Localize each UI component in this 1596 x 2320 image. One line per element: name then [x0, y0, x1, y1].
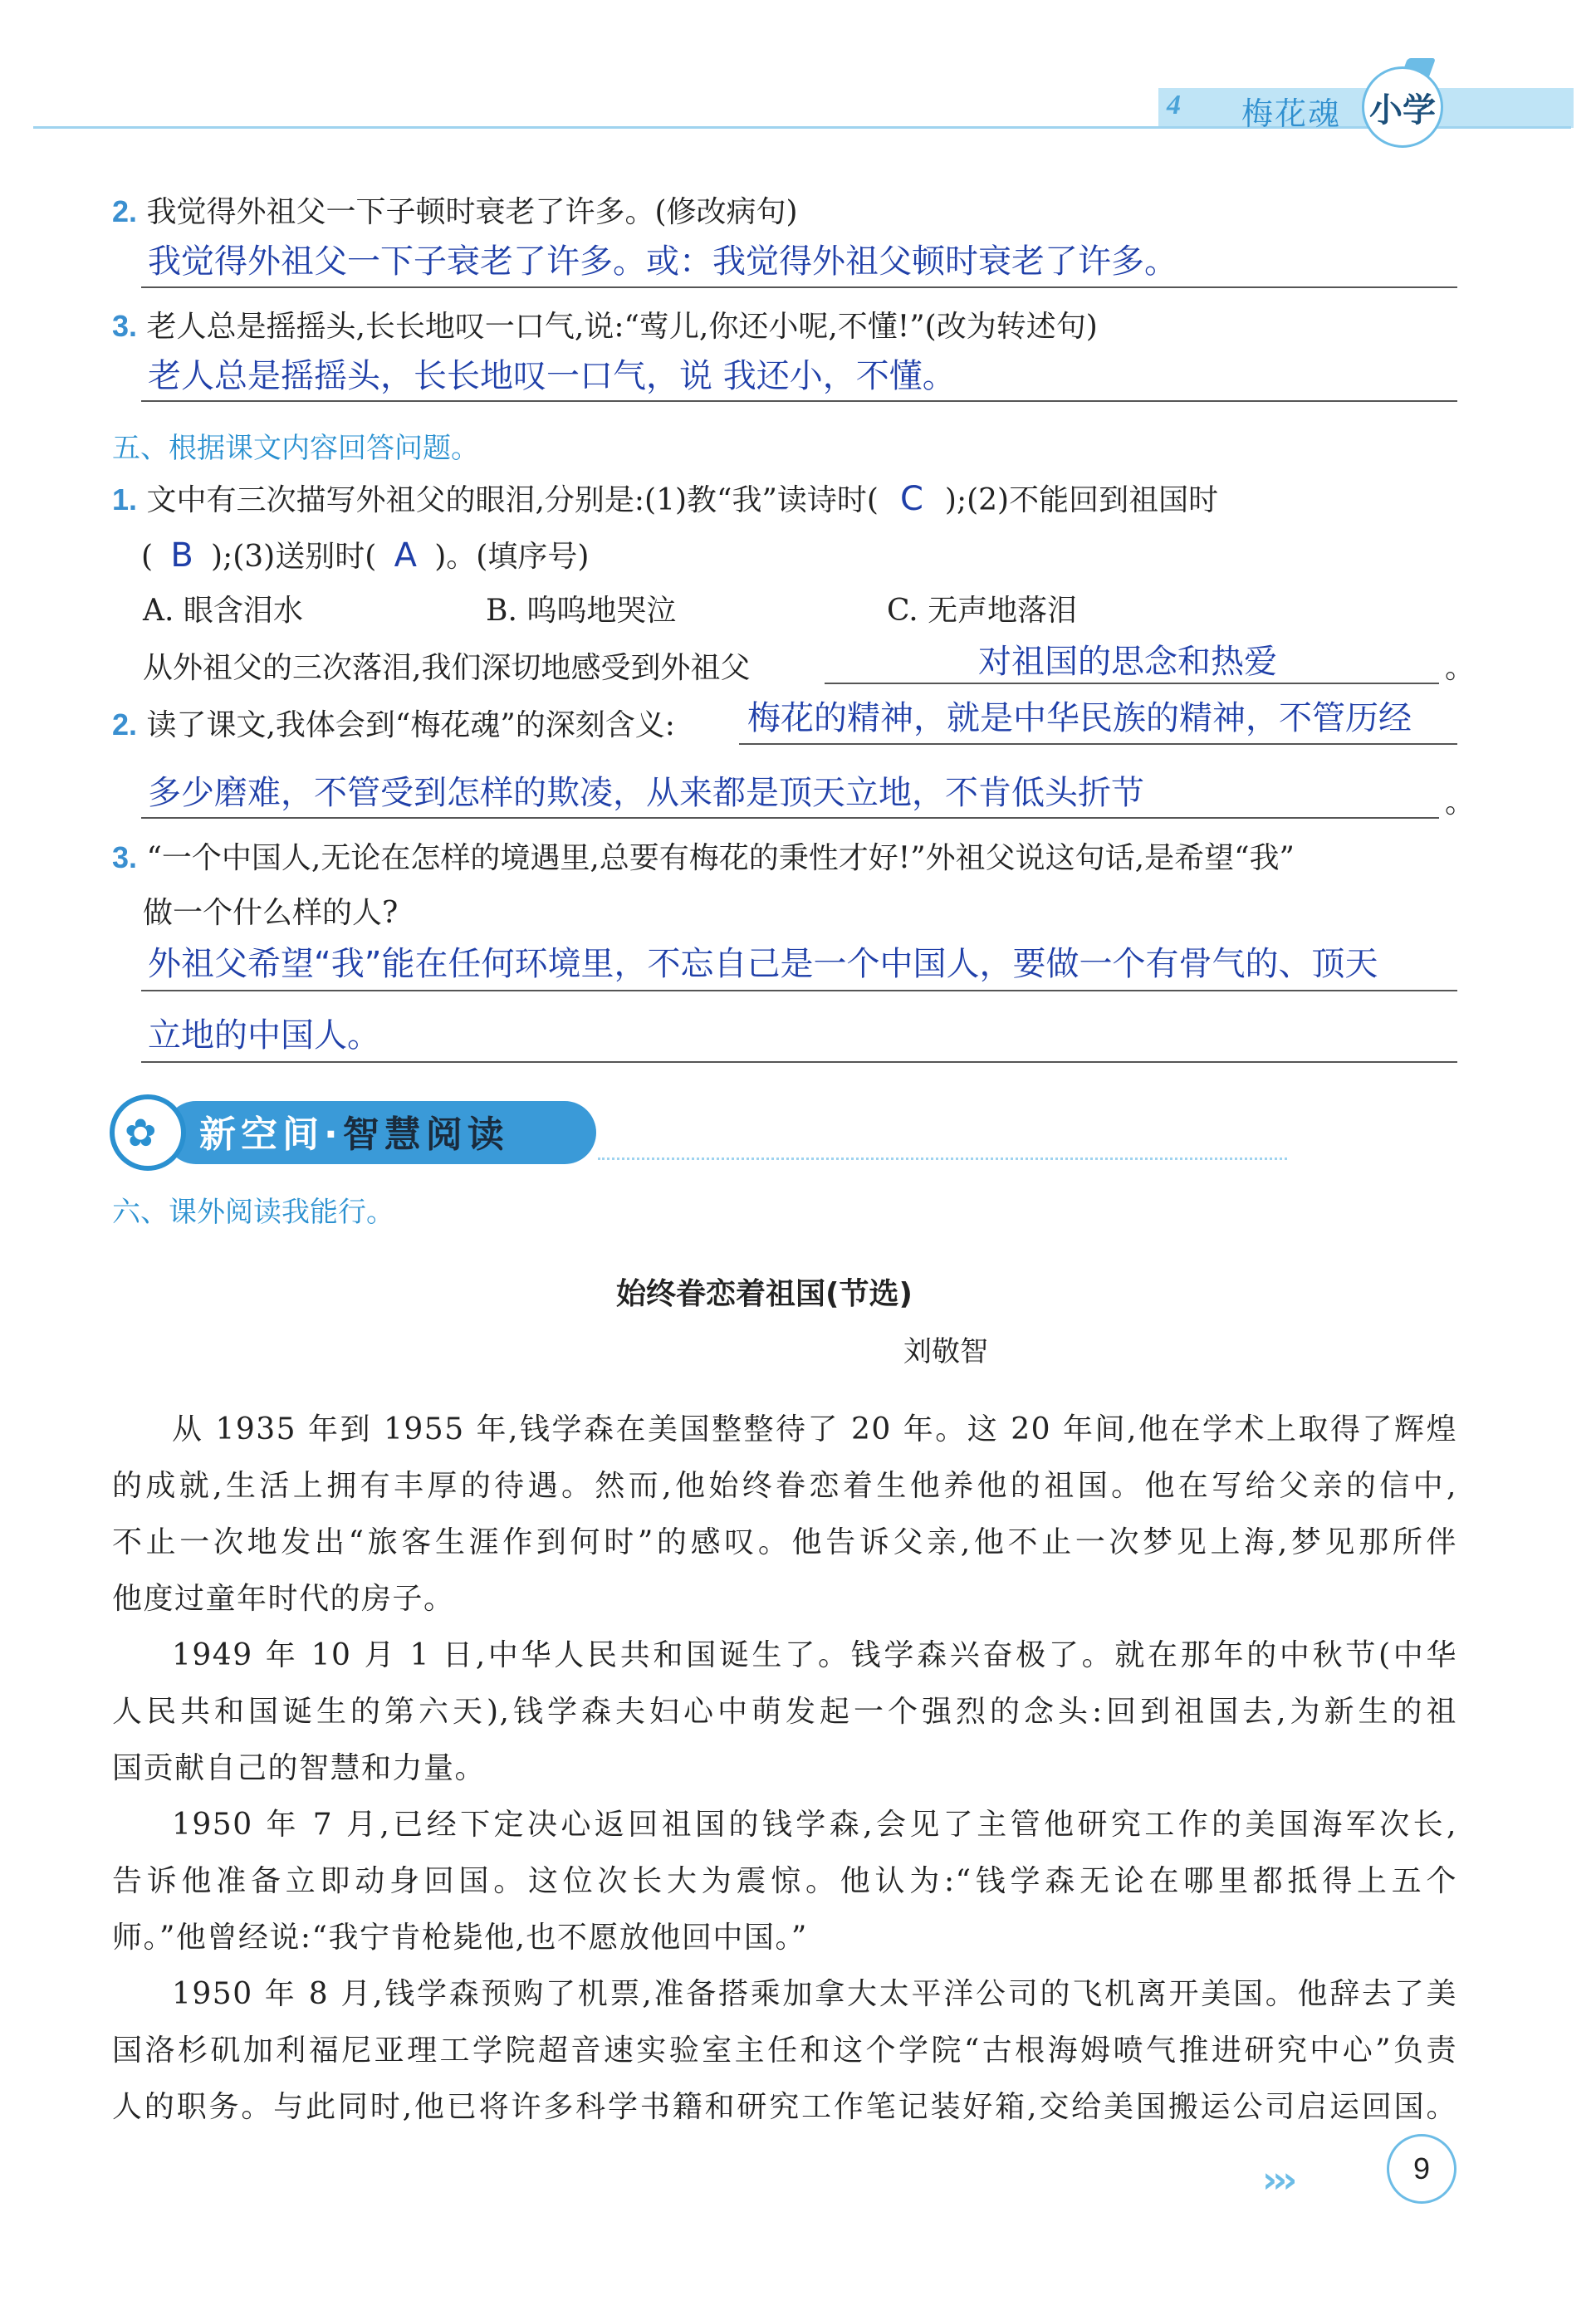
passage-paragraph-1	[112, 1402, 1457, 1627]
banner-dot: ·	[324, 1114, 343, 1156]
option-b: B. 呜呜地哭泣	[486, 594, 677, 628]
q2-prompt: 我觉得外祖父一下子顿时衰老了许多。(修改病句)	[146, 195, 798, 229]
unit-number: 4	[1167, 90, 1181, 120]
s5-q1-answer-3: A	[394, 536, 417, 575]
s5-q2-prompt: 读了课文,我体会到“梅花魂”的深刻含义:	[146, 708, 675, 742]
s5-q1-text-a: 文中有三次描写外祖父的眼泪,分别是:(1)教“我”读诗时(	[146, 483, 879, 517]
p1-line-4: 他度过童年时代的房子。	[112, 1582, 455, 1616]
p4-line-2: 国洛杉矶加利福尼亚理工学院超音速实验室主任和这个学院“古根海姆喷气推进研究中心”负责	[112, 2034, 1457, 2068]
q3-number: 3.	[112, 309, 138, 343]
s5-q1-answer-1: C	[899, 480, 923, 518]
option-c: C. 无声地落泪	[887, 594, 1078, 628]
q3-answer: 老人总是摇摇头，长长地叹一口气，说 我还小，不懂。	[148, 357, 956, 395]
p1-line-1: 从 1935 年到 1955 年,钱学森在美国整整待了 20 年。这 20 年间,他在学术上取得了辉煌	[172, 1412, 1457, 1446]
option-a: A. 眼含泪水	[143, 594, 303, 628]
s5-q1-number: 1.	[112, 482, 138, 516]
s5-q3-answer-1: 外祖父希望“我”能在任何环境里，不忘自己是一个中国人，要做一个有骨气的、顶天	[148, 945, 1378, 983]
s5-q2-line-1	[739, 743, 1457, 745]
s5-q1-text-d: );(3)送别时(	[211, 540, 377, 574]
passage-title: 始终眷恋着祖国(节选)	[616, 1277, 913, 1311]
s5-q1-answer-2: B	[170, 536, 193, 575]
q2-number: 2.	[112, 194, 138, 228]
s5-q1-text-b: );(2)不能回到祖国时	[944, 483, 1219, 517]
q3-answer-line	[141, 400, 1457, 402]
passage-body	[112, 1402, 1457, 2136]
chevrons-icon: ›››	[1262, 2159, 1293, 2201]
s5-q1-line1	[112, 480, 1218, 520]
s5-q1-text-c: (	[141, 540, 154, 574]
section5-heading: 五、根据课文内容回答问题。	[112, 432, 479, 465]
s5-q1-text-e: )。(填序号)	[434, 540, 590, 574]
p3-line-1: 1950 年 7 月,已经下定决心返回祖国的钱学森,会见了主管他研究工作的美国海军次长,	[172, 1808, 1457, 1842]
flower-icon: ✿	[125, 1110, 157, 1155]
banner-dotted-rule	[598, 1158, 1287, 1160]
p1-line-2: 的成就,生活上拥有丰厚的待遇。然而,他始终眷恋着生他养他的祖国。他在写给父亲的信中,	[112, 1469, 1457, 1503]
banner-title	[199, 1104, 509, 1158]
page-number: 9	[1387, 2134, 1456, 2204]
q2-prompt-line	[112, 193, 798, 232]
grade-badge: 小学	[1362, 66, 1443, 148]
q3-prompt: 老人总是摇摇头,长长地叹一口气,说:“莺儿,你还小呢,不懂!”(改为转述句)	[146, 310, 1098, 344]
s5-q2-line-2	[141, 817, 1439, 819]
passage-author: 刘敬智	[903, 1335, 988, 1368]
s5-q2-number: 2.	[112, 707, 138, 742]
passage-paragraph-2	[112, 1627, 1457, 1797]
s5-q2-answer-2: 多少磨难，不管受到怎样的欺凌，从来都是顶天立地，不肯低头折节	[148, 774, 1144, 812]
s5-q3-answer-2: 立地的中国人。	[148, 1016, 380, 1055]
p2-line-3: 国贡献自己的智慧和力量。	[112, 1751, 487, 1785]
p2-line-2: 人民共和国诞生的第六天),钱学森夫妇心中萌发起一个强烈的念头:回到祖国去,为新生的祖	[112, 1695, 1457, 1729]
banner-title-2: 智慧阅读	[342, 1114, 509, 1156]
s5-q2-line	[112, 706, 675, 745]
p1-line-3: 不止一次地发出“旅客生涯作到何时”的感叹。他告诉父亲,他不止一次梦见上海,梦见那所伴	[112, 1525, 1457, 1559]
s5-q2-period: 。	[1445, 786, 1476, 820]
s5-q1-line3: 从外祖父的三次落泪,我们深切地感受到外祖父	[143, 651, 751, 685]
s5-q2-answer-1: 梅花的精神，就是中华民族的精神，不管历经	[747, 699, 1412, 737]
passage-paragraph-3	[112, 1797, 1457, 1966]
q3-prompt-line	[112, 307, 1098, 346]
p3-line-3: 师。”他曾经说:“我宁肯枪毙他,也不愿放他回中国。”	[112, 1921, 808, 1955]
s5-q3-prompt-1: “一个中国人,无论在怎样的境遇里,总要有梅花的秉性才好!”外祖父说这句话,是希望“我”	[146, 841, 1295, 875]
p4-line-1: 1950 年 8 月,钱学森预购了机票,准备搭乘加拿大太平洋公司的飞机离开美国。他辞去了美	[172, 1977, 1457, 2011]
p3-line-2: 告诉他准备立即动身回国。这位次长大为震惊。他认为:“钱学森无论在哪里都抵得上五个	[112, 1864, 1457, 1898]
s5-q3-number: 3.	[112, 840, 138, 874]
passage-paragraph-4	[112, 1966, 1457, 2136]
s5-q3-prompt-2: 做一个什么样的人?	[143, 896, 399, 930]
p4-line-3: 人的职务。与此同时,他已将许多科学书籍和研究工作笔记装好箱,交给美国搬运公司启运回国。	[112, 2090, 1457, 2124]
section6-heading: 六、课外阅读我能行。	[112, 1196, 394, 1229]
p2-line-1: 1949 年 10 月 1 日,中华人民共和国诞生了。钱学森兴奋极了。就在那年的中秋节(中华	[172, 1638, 1457, 1672]
q2-answer-line	[141, 286, 1457, 288]
s5-q3-line-2	[141, 1061, 1457, 1063]
s5-q3-line1	[112, 839, 1295, 878]
banner-title-1: 新空间	[199, 1114, 324, 1156]
s5-q1-period: 。	[1445, 651, 1476, 685]
q2-answer: 我觉得外祖父一下子衰老了许多。或：我觉得外祖父顿时衰老了许多。	[148, 242, 1177, 281]
s5-q1-line2	[141, 536, 589, 576]
s5-q1-answer-4: 对祖国的思念和热爱	[978, 643, 1277, 681]
s5-q3-line-1	[141, 990, 1457, 991]
lesson-title: 梅花魂	[1241, 95, 1342, 132]
